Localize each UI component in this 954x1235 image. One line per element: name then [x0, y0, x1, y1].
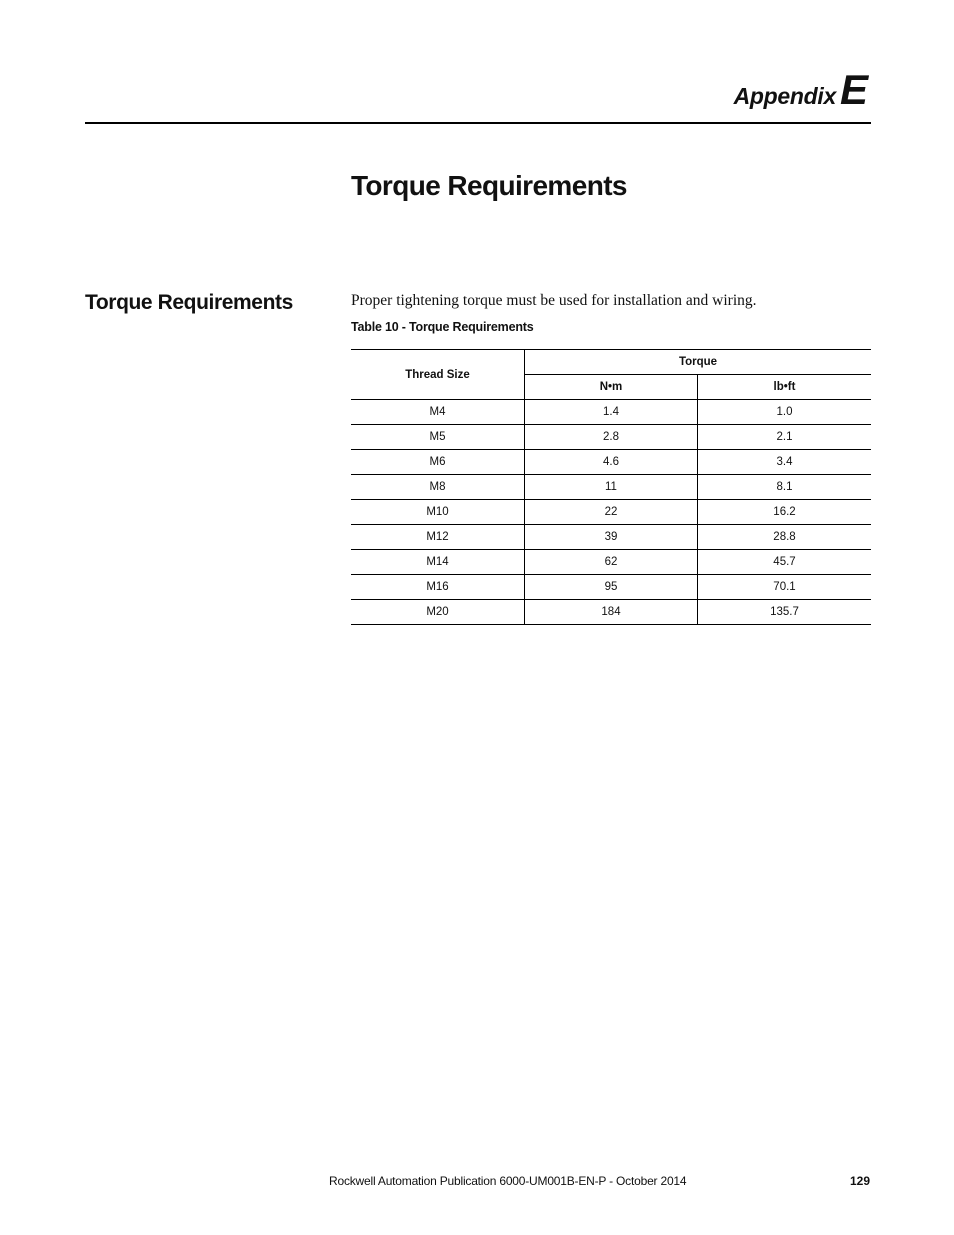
cell-lbft: 1.0 — [698, 400, 872, 425]
table-row — [351, 450, 871, 475]
table-row — [351, 500, 871, 525]
cell-lbft: 45.7 — [698, 550, 872, 575]
cell-nm: 1.4 — [525, 400, 698, 425]
table-row — [351, 525, 871, 550]
cell-nm: 184 — [525, 600, 698, 625]
cell-thread-size: M8 — [351, 475, 525, 500]
cell-nm: 39 — [525, 525, 698, 550]
header-torque: Torque — [525, 350, 872, 375]
table-row — [351, 600, 871, 625]
appendix-letter: E — [839, 66, 868, 113]
cell-thread-size: M12 — [351, 525, 525, 550]
cell-lbft: 28.8 — [698, 525, 872, 550]
cell-thread-size: M6 — [351, 450, 525, 475]
cell-thread-size: M16 — [351, 575, 525, 600]
table-row — [351, 475, 871, 500]
header-lbft: lb•ft — [698, 375, 872, 400]
cell-lbft: 3.4 — [698, 450, 872, 475]
section-body: Proper tightening torque must be used for installation and wiring. — [351, 292, 757, 309]
cell-nm: 2.8 — [525, 425, 698, 450]
header-thread-size: Thread Size — [351, 350, 525, 400]
table-row — [351, 575, 871, 600]
appendix-word: Appendix — [733, 83, 836, 109]
header-nm: N•m — [525, 375, 698, 400]
table-row — [351, 425, 871, 450]
section-title: Torque Requirements — [85, 291, 293, 314]
page-number: 129 — [849, 1174, 870, 1188]
cell-nm: 22 — [525, 500, 698, 525]
cell-thread-size: M5 — [351, 425, 525, 450]
cell-lbft: 16.2 — [698, 500, 872, 525]
cell-nm: 62 — [525, 550, 698, 575]
cell-thread-size: M14 — [351, 550, 525, 575]
footer-publication: Rockwell Automation Publication 6000-UM001B-EN-P - October 2014 — [329, 1174, 687, 1188]
cell-thread-size: M10 — [351, 500, 525, 525]
table-caption: Table 10 - Torque Requirements — [351, 320, 534, 334]
cell-lbft: 8.1 — [698, 475, 872, 500]
appendix-label — [734, 66, 868, 114]
table-row — [351, 550, 871, 575]
cell-thread-size: M20 — [351, 600, 525, 625]
cell-lbft: 2.1 — [698, 425, 872, 450]
header-rule — [85, 122, 871, 124]
cell-nm: 4.6 — [525, 450, 698, 475]
table-row — [351, 400, 871, 425]
cell-lbft: 70.1 — [698, 575, 872, 600]
table-body — [351, 400, 871, 625]
table-header-row — [351, 350, 871, 375]
cell-lbft: 135.7 — [698, 600, 872, 625]
torque-table — [351, 349, 871, 625]
cell-nm: 11 — [525, 475, 698, 500]
cell-thread-size: M4 — [351, 400, 525, 425]
cell-nm: 95 — [525, 575, 698, 600]
chapter-title: Torque Requirements — [351, 170, 627, 201]
